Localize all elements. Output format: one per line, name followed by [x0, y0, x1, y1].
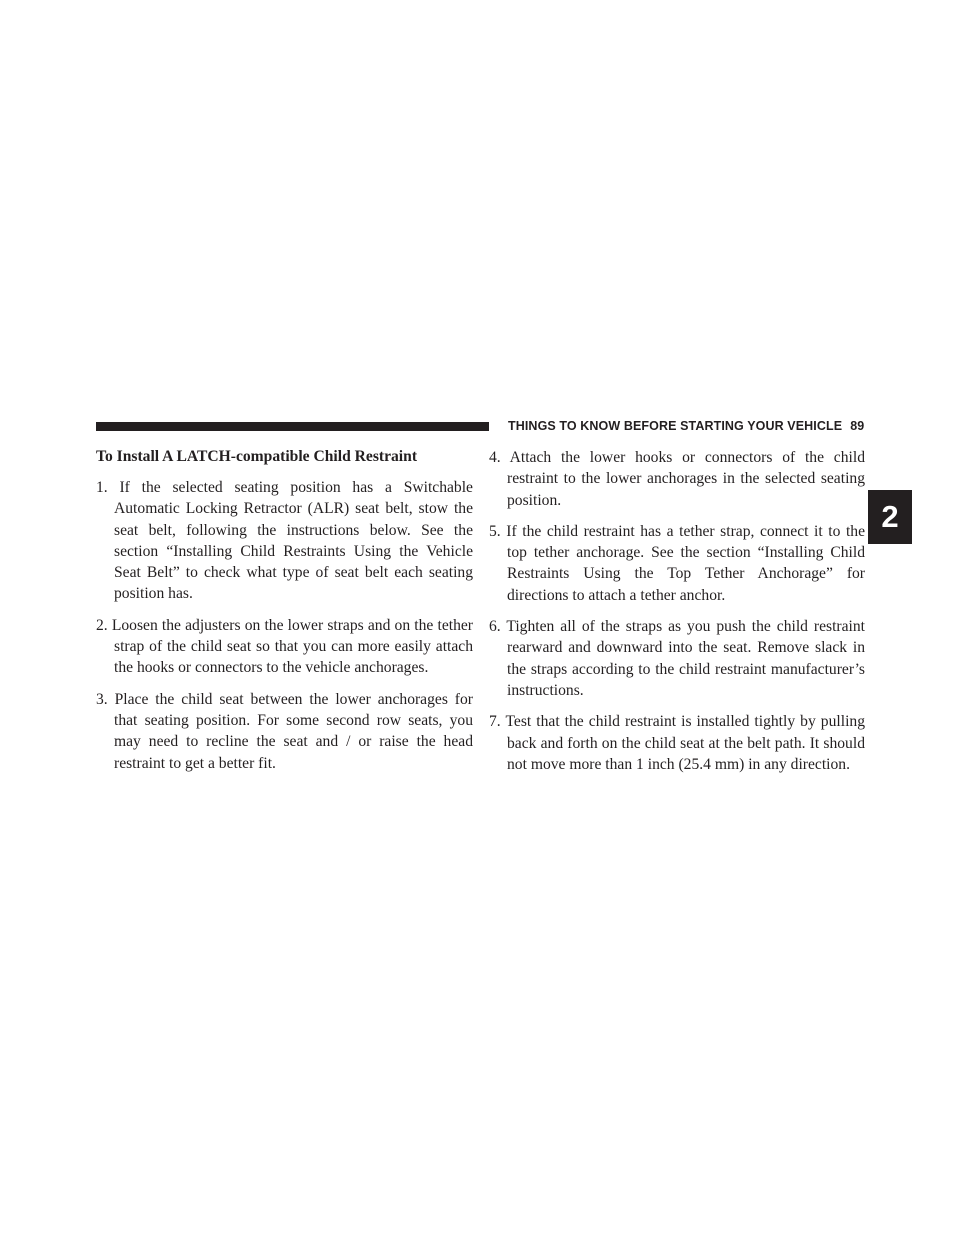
step-text: Test that the child restraint is installed tightly by pulling back and forth on the child seat at the belt path. It should not move more than 1 inch (25.4 mm) in any direction. — [505, 713, 865, 773]
header-title: THINGS TO KNOW BEFORE STARTING YOUR VEHICLE — [508, 419, 843, 433]
section-heading: To Install A LATCH-compatible Child Restraint — [96, 448, 418, 465]
step-text: Loosen the adjusters on the lower straps and on the tether strap of the child seat so that you can more easily attach the hooks or connectors to the vehicle anchorages. — [111, 616, 473, 677]
step-7 — [489, 711, 865, 775]
step-text: Place the child seat between the lower anchorages for that seating position. For some second row seats, you may need to recline the seat and / or raise the head restraint to get a better fit. — [114, 690, 473, 772]
step-text: If the selected seating position has a Switchable Automatic Locking Retractor (ALR) seat belt, stow the seat belt, following the instructions below. See the section “Installing Child Restraints Using the Vehicle Seat Belt” to check what type of seat belt each seating position has. — [114, 479, 473, 603]
running-header — [508, 418, 864, 434]
step-5 — [489, 521, 865, 606]
step-number: 3. — [96, 690, 108, 708]
step-number: 1. — [96, 479, 108, 496]
header-rule — [96, 422, 489, 431]
step-number: 5. — [489, 522, 501, 540]
step-text: Attach the lower hooks or connectors of the child restraint to the lower anchorages in the selected seating position. — [507, 449, 865, 509]
step-text: Tighten all of the straps as you push the child restraint rearward and downward into the seat. Remove slack in the straps according to the child restraint manufacturer’s instructions. — [506, 618, 865, 699]
left-column — [96, 447, 473, 784]
step-4 — [489, 447, 865, 511]
step-1 — [96, 477, 473, 605]
step-number: 2. — [96, 616, 108, 634]
step-number: 7. — [489, 713, 501, 731]
step-2 — [96, 615, 473, 679]
step-number: 6. — [489, 618, 501, 636]
step-number: 4. — [489, 449, 501, 466]
step-6 — [489, 616, 865, 701]
page-number: 89 — [850, 419, 865, 433]
right-column — [489, 447, 865, 785]
step-text: If the child restraint has a tether strap, connect it to the top tether anchorage. See the section “Installing Child Restraints Using the Top Tether Anchorage” for directions to attach a tether anchor. — [506, 522, 865, 604]
step-3 — [96, 689, 473, 774]
chapter-tab: 2 — [868, 490, 912, 544]
